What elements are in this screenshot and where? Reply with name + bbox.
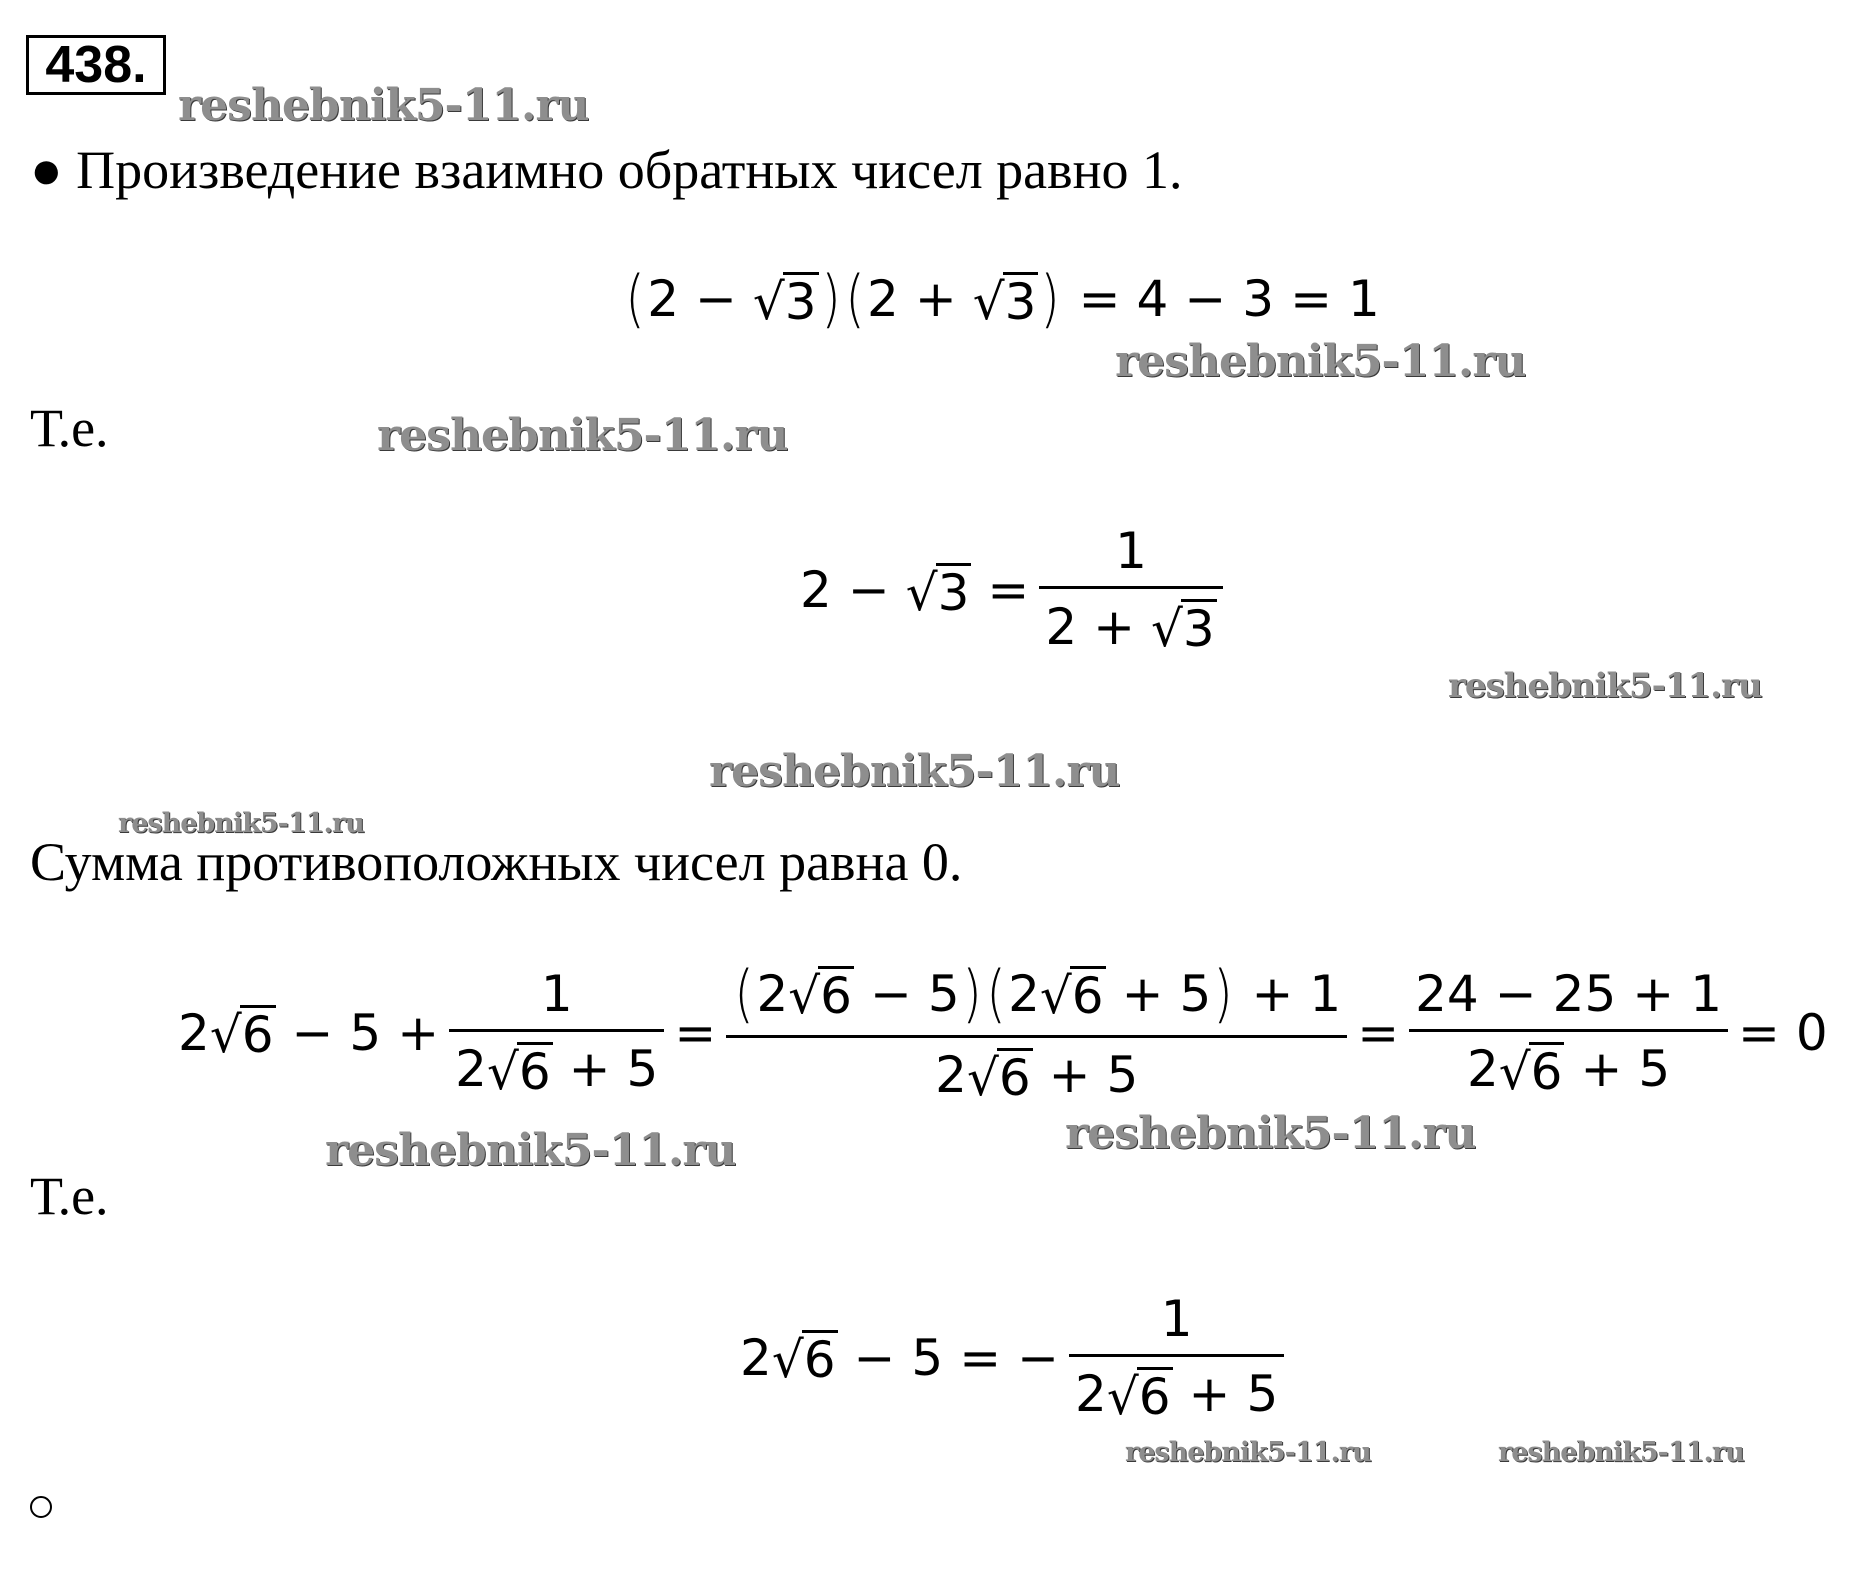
equation-reciprocal xyxy=(800,520,1233,660)
equation-product xyxy=(623,264,1380,334)
sqrt: √ 3 xyxy=(972,272,1037,331)
num: 2 xyxy=(647,270,680,328)
fraction: 1 2 √ 6 + 5 xyxy=(1069,1294,1284,1422)
sqrt: √ 6 xyxy=(771,1331,836,1389)
op: − xyxy=(847,561,890,619)
paren: ( xyxy=(845,262,865,335)
watermark: reshebnik5-11.ru xyxy=(325,1125,736,1176)
op: − xyxy=(291,1003,334,1062)
statement-product: ● Произведение взаимно обратных чисел равно 1. xyxy=(30,140,1183,200)
watermark: reshebnik5-11.ru xyxy=(709,746,1120,797)
fraction: 24 − 25 + 1 2 √ 6 + 5 xyxy=(1409,969,1728,1097)
statement-sum: Сумма противоположных чисел равна 0. xyxy=(30,832,963,892)
watermark: reshebnik5-11.ru xyxy=(1065,1108,1476,1159)
num: 5 xyxy=(911,1328,944,1387)
watermark: reshebnik5-11.ru xyxy=(1498,1437,1744,1468)
op: + xyxy=(397,1003,440,1062)
watermark: reshebnik5-11.ru xyxy=(118,808,364,839)
num: 2 xyxy=(178,1003,210,1062)
watermark: reshebnik5-11.ru xyxy=(377,410,788,461)
op: = xyxy=(1357,1003,1400,1062)
op: + xyxy=(914,270,957,328)
fraction: 1 2 √ 6 + 5 xyxy=(449,969,664,1097)
num: 2 xyxy=(800,561,832,619)
sqrt: √ 3 xyxy=(905,563,970,622)
op: − xyxy=(853,1328,896,1387)
op: = xyxy=(1738,1003,1780,1062)
equation-opposite xyxy=(740,1285,1294,1430)
watermark: reshebnik5-11.ru xyxy=(1115,336,1526,387)
end-marker-icon xyxy=(30,1496,52,1518)
num: 4 xyxy=(1136,270,1169,328)
num: 0 xyxy=(1795,1003,1828,1062)
num: 2 xyxy=(740,1328,772,1387)
op: − xyxy=(695,270,737,328)
fraction: ( 2 √ 6 − 5 ) ( 2 √ 6 + 5 ) + 1 2 √ 6 + 5 xyxy=(726,963,1347,1103)
sqrt: √ 3 xyxy=(752,272,817,331)
paren: ) xyxy=(821,262,841,335)
num: 1 xyxy=(1347,270,1380,328)
ie-label-2: Т.е. xyxy=(30,1166,109,1226)
num: 2 xyxy=(867,270,899,328)
num: 5 xyxy=(349,1003,382,1062)
op: = xyxy=(1078,270,1121,328)
equation-sum xyxy=(178,956,1828,1107)
problem-number: 438. xyxy=(26,35,166,95)
ie-label-1: Т.е. xyxy=(30,398,109,458)
paren: ( xyxy=(625,262,645,335)
watermark: reshebnik5-11.ru xyxy=(1125,1437,1371,1468)
watermark: reshebnik5-11.ru xyxy=(178,80,589,131)
fraction: 1 2 + √ 3 xyxy=(1039,526,1222,654)
op: − xyxy=(1184,270,1227,328)
op: = xyxy=(987,561,1030,619)
op: = xyxy=(959,1328,1002,1387)
num: 3 xyxy=(1242,270,1275,328)
op: = xyxy=(674,1003,717,1062)
op: − xyxy=(1017,1328,1060,1387)
op: = xyxy=(1290,270,1332,328)
watermark: reshebnik5-11.ru xyxy=(1448,666,1762,706)
paren: ) xyxy=(1040,262,1061,335)
sqrt: √ 6 xyxy=(209,1006,274,1064)
